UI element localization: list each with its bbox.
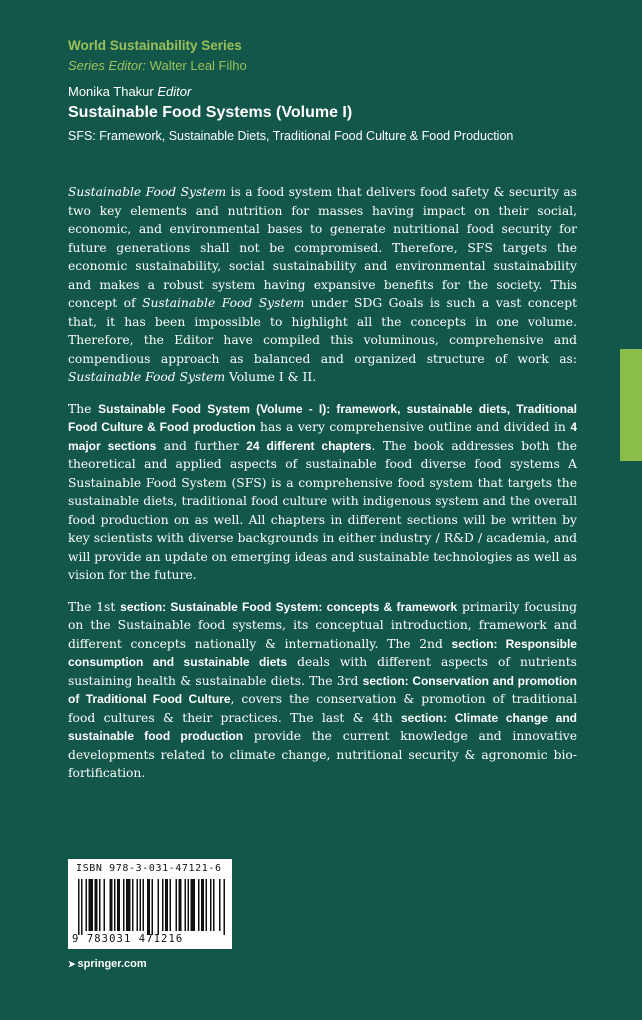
- emphasis-bold: 24 different chapters: [246, 438, 372, 453]
- barcode-bar: [219, 879, 221, 931]
- text-run: The 1st: [68, 599, 121, 614]
- book-title: Sustainable Food Systems (Volume I): [68, 104, 353, 121]
- barcode-bar: [110, 879, 113, 931]
- book-meta: [68, 83, 513, 145]
- barcode-bar: [132, 879, 134, 931]
- barcode-bar: [140, 879, 142, 931]
- emphasis-italic: Sustainable Food System: [68, 185, 227, 199]
- series-editor-line: [68, 56, 247, 76]
- author-line: [68, 83, 513, 101]
- barcode-bar: [114, 879, 116, 931]
- barcode-bar: [126, 879, 131, 931]
- text-run: . The book addresses both the theoretical and applied aspects of sustainable food diverse food systems A Sustainable Food System (SFS) is a comprehensive food system that targets the sustainable diets, traditional food culture with indigenous system and the overall food production on as well. All chapters in different sections will be written by key scientists with diverse backgrounds in either industry / R&D / academia, and will provide an update on emerging ideas and sustainable technologies as well as vision for the future.: [68, 438, 578, 582]
- emphasis-bold: section: Sustainable Food System: concepts & framework: [120, 599, 458, 614]
- text-run: Volume I & II.: [225, 370, 317, 384]
- barcode-bar: [81, 879, 83, 935]
- barcode-bar: [176, 879, 178, 931]
- barcode-bar: [185, 879, 187, 931]
- barcode-bar: [210, 879, 212, 931]
- barcode-digits: 9 783031 471216: [72, 933, 184, 945]
- emphasis-italic: Sustainable Food System: [68, 370, 226, 384]
- barcode-bar: [206, 879, 208, 931]
- barcode-bar: [78, 879, 80, 935]
- barcode-bar: [123, 879, 125, 931]
- barcode-bar: [147, 879, 150, 935]
- text-run: deals with different aspects of nutrients sustaining health & sustainable diets. The 3rd: [68, 655, 577, 688]
- series-name: World Sustainability Series: [68, 38, 242, 53]
- text-run: The: [68, 401, 99, 416]
- book-subtitle: SFS: Framework, Sustainable Diets, Traditional Food Culture & Food Production: [68, 129, 514, 143]
- emphasis-bold: section: Climate change and sustainable food production: [68, 710, 577, 743]
- text-run: is a food system that delivers food safety & security as two key elements and nutrition for masses having impact on their social, economic, and environmental bases to generate nutritional food security for future generations shall not be compromised. Therefore, SFS targets the economic sustainability, social sustainability and environmental sustainability and makes a robust system having expansive benefits for the society. This concept of: [68, 185, 577, 310]
- barcode-bar: [86, 879, 88, 931]
- barcode-bar: [104, 879, 106, 931]
- emphasis-italic: Sustainable Food System: [142, 296, 305, 310]
- barcode-bar: [170, 879, 172, 931]
- text-run: , covers the conservation & promotion of traditional food cultures & their practices. The last & 4th: [68, 692, 577, 725]
- emphasis-bold: section: Conservation and promotion of Traditional Food Culture: [68, 673, 577, 706]
- barcode-bar: [117, 879, 120, 931]
- arrow-icon: ➤: [68, 959, 76, 969]
- publisher-link[interactable]: [68, 958, 147, 970]
- emphasis-bold: section: Responsible consumption and sustainable diets: [68, 636, 577, 669]
- barcode-bar: [191, 879, 196, 931]
- barcode-bar: [143, 879, 145, 931]
- isbn-barcode: [68, 859, 232, 949]
- barcode-bar: [188, 879, 190, 931]
- blurb-paragraph-1: [68, 183, 577, 387]
- text-run: provide the current knowledge and innovative developments related to climate change, nutritional security & agronomic bio-fortification.: [68, 729, 577, 780]
- blurb-paragraph-2: [68, 400, 577, 585]
- barcode-bar: [99, 879, 101, 931]
- author-role: Editor: [157, 84, 192, 99]
- series-editor-prefix: Series Editor:: [68, 58, 147, 73]
- barcode-bar: [158, 879, 160, 935]
- barcode-bar: [213, 879, 215, 931]
- blurb-paragraph-3: [68, 598, 577, 783]
- blurb: [68, 183, 577, 796]
- barcode-bar: [224, 879, 226, 935]
- text-run: primarily focusing on the Sustainable food systems, its conceptual introduction, framework and different concepts nationally & internationally. The 2nd: [68, 599, 577, 651]
- series-editor-name: Walter Leal Filho: [149, 58, 247, 73]
- spine-color-tab: [620, 349, 642, 461]
- barcode-bar: [165, 879, 168, 931]
- text-run: and further: [156, 438, 247, 453]
- author-name: Monika Thakur: [68, 84, 154, 99]
- publisher-url: springer.com: [77, 958, 147, 970]
- emphasis-bold: Sustainable Food System (Volume - I): framework, sustainable diets, Traditional Food Culture & Food production: [68, 401, 577, 434]
- barcode-bar: [201, 879, 204, 931]
- isbn-label: ISBN 978-3-031-47121-6: [76, 863, 222, 874]
- barcode-bar: [95, 879, 98, 931]
- series-block: [68, 36, 247, 76]
- barcode-bar: [137, 879, 139, 931]
- barcode-bar: [89, 879, 94, 931]
- barcode-bar: [198, 879, 200, 931]
- text-run: under SDG Goals is such a vast concept that, it has been impossible to highlight all the concepts in one volume. Therefore, the Editor have compiled this voluminous, comprehensive and compendious approach as balanced and organized structure of work as:: [68, 296, 578, 366]
- emphasis-bold: 4 major sections: [68, 420, 577, 453]
- barcode-bar: [152, 879, 154, 935]
- text-run: has a very comprehensive outline and divided in: [255, 420, 571, 434]
- barcode-bar: [179, 879, 182, 931]
- barcode-bar: [162, 879, 164, 931]
